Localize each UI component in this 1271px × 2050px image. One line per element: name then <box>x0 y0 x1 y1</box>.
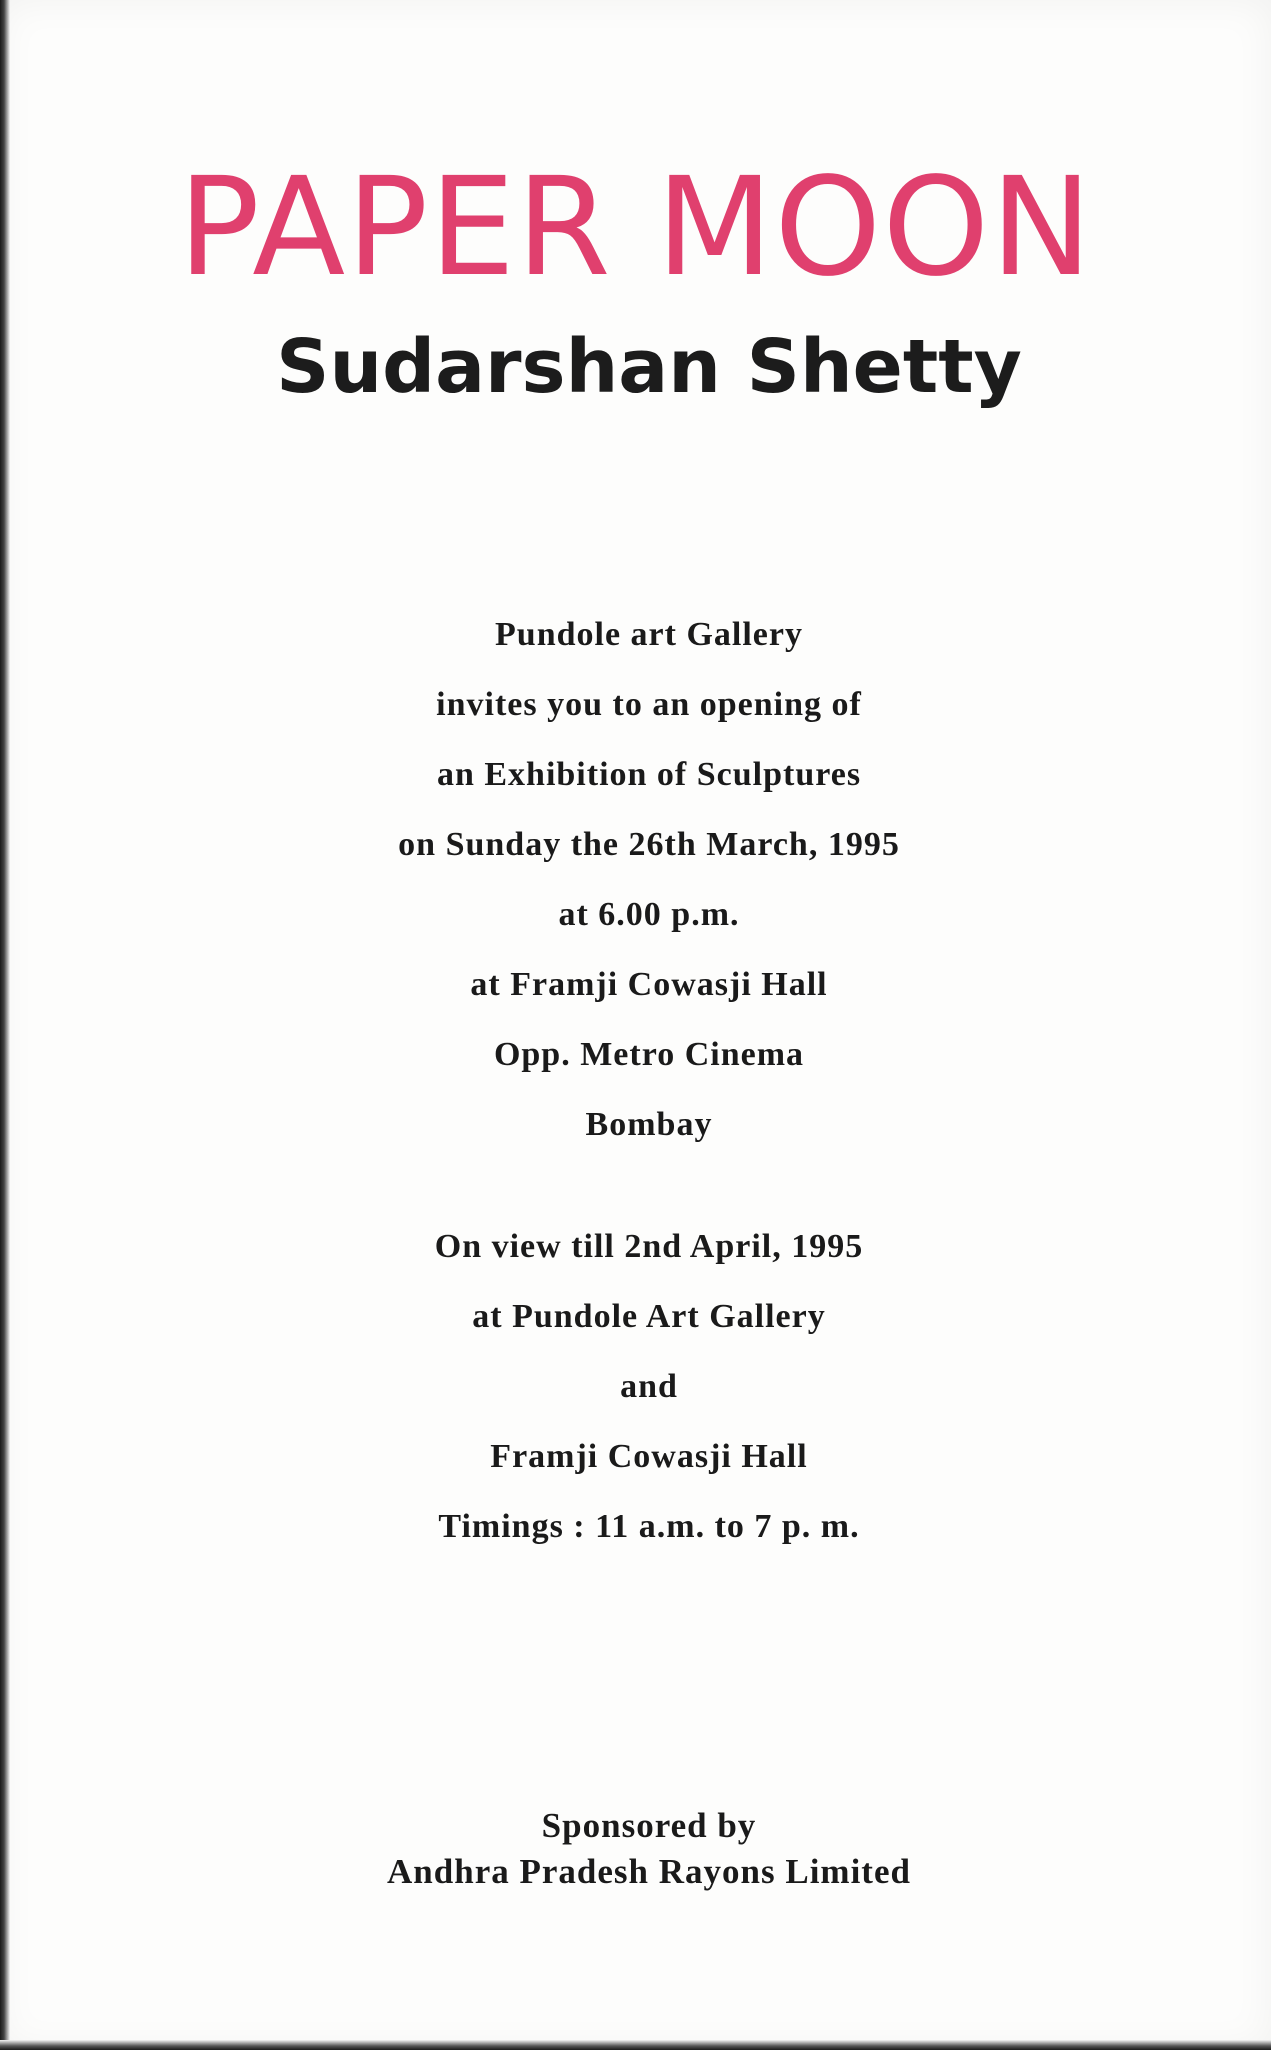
view-line-gallery: at Pundole Art Gallery <box>472 1298 826 1335</box>
invite-line-date: on Sunday the 26th March, 1995 <box>398 826 900 863</box>
sponsor-label: Sponsored by <box>541 1806 757 1845</box>
view-line-timings: Timings : 11 a.m. to 7 p. m. <box>438 1508 860 1545</box>
invite-line-venue: at Framji Cowasji Hall <box>470 966 828 1003</box>
paragraph-gap <box>0 1160 1271 1212</box>
view-line-hall: Framji Cowasji Hall <box>490 1438 808 1475</box>
artist-name: Sudarshan Shetty <box>276 324 1022 410</box>
invite-line-time: at 6.00 p.m. <box>558 896 740 933</box>
exhibition-title: PAPER MOON <box>177 149 1094 307</box>
invite-line-city: Bombay <box>585 1106 713 1143</box>
invite-line-exhibition: an Exhibition of Sculptures <box>436 756 862 793</box>
sponsor-block <box>0 1803 1271 1895</box>
view-line-and: and <box>620 1368 678 1405</box>
invitation-details <box>0 600 1271 1562</box>
invite-line-invites: invites you to an opening of <box>436 686 862 723</box>
card-bottom-edge <box>0 2040 1271 2050</box>
sponsor-name: Andhra Pradesh Rayons Limited <box>387 1852 911 1891</box>
invite-line-landmark: Opp. Metro Cinema <box>493 1036 805 1073</box>
view-line-until: On view till 2nd April, 1995 <box>434 1228 864 1265</box>
invite-line-gallery: Pundole art Gallery <box>495 616 803 653</box>
